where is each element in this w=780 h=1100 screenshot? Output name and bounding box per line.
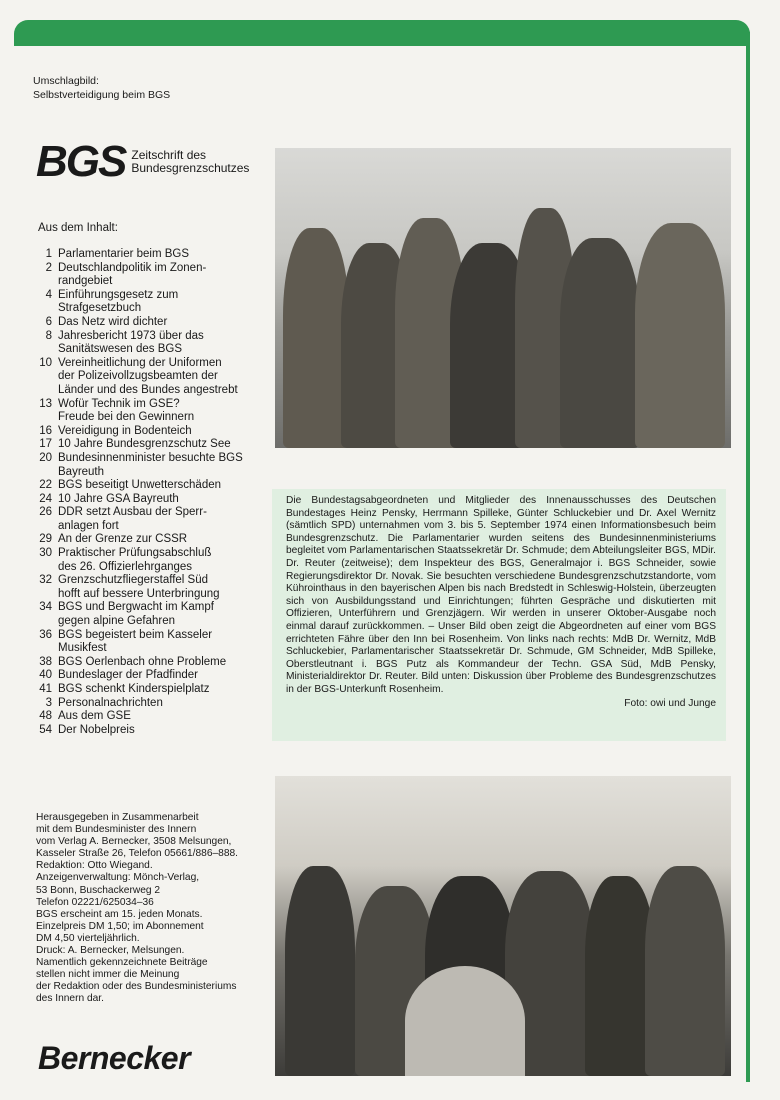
imprint	[36, 812, 261, 1006]
contents-heading: Aus dem Inhalt:	[38, 222, 118, 234]
toc-title: BGS Oerlenbach ohne Probleme	[58, 655, 227, 668]
toc-page-number: 41	[39, 683, 52, 695]
toc-page-number: 40	[39, 669, 52, 682]
toc-title: BGS schenkt Kinderspielplatz	[58, 683, 210, 695]
masthead-subtitle-line1: Zeitschrift des	[131, 148, 207, 162]
toc-page-number: 13	[39, 397, 52, 410]
toc-title: Bayreuth	[58, 465, 105, 478]
toc-page-number: 3	[45, 696, 52, 709]
masthead	[36, 137, 250, 186]
toc-page-number: 6	[45, 315, 52, 328]
toc-item	[30, 669, 275, 683]
toc-title: anlagen fort	[58, 519, 119, 532]
toc-page-number	[30, 520, 52, 534]
toc-item	[30, 724, 275, 738]
imprint-line: Kasseler Straße 26, Telefon 05661/886–888.	[36, 848, 239, 860]
toc-item	[30, 262, 275, 276]
toc-page-number	[30, 384, 52, 398]
toc-page-number: 30	[39, 547, 52, 560]
toc-item	[30, 615, 275, 629]
toc-page-number	[30, 411, 52, 425]
photo-politicians-on-ferry	[275, 148, 731, 448]
imprint-line: stellen nicht immer die Meinung	[36, 969, 180, 981]
photo-discussion-rosenheim	[275, 776, 731, 1076]
toc-title: Wofür Technik im GSE?	[58, 397, 180, 410]
toc-title: Personalnachrichten	[58, 696, 163, 709]
toc-item	[30, 466, 275, 480]
toc-title: Musikfest	[58, 642, 107, 655]
bgs-logo: BGS	[36, 137, 126, 186]
toc-title: Parlamentarier beim BGS	[58, 248, 190, 260]
imprint-line: Einzelpreis DM 1,50; im Abonnement	[36, 920, 204, 932]
toc-item	[30, 642, 275, 656]
toc-title: randgebiet	[58, 275, 113, 288]
cover-caption	[33, 74, 170, 102]
toc-title: Einführungsgesetz zum	[58, 288, 179, 301]
toc-page-number: 10	[39, 356, 52, 369]
toc-title: des 26. Offizierlehrganges	[58, 560, 193, 573]
toc-title: BGS beseitigt Unwetterschäden	[58, 479, 222, 492]
toc-title: hofft auf bessere Unterbringung	[58, 587, 220, 600]
toc-item	[30, 656, 275, 670]
imprint-line: 53 Bonn, Buschackerweg 2	[36, 884, 161, 896]
toc-item	[30, 697, 275, 711]
toc-page-number: 2	[45, 261, 52, 274]
imprint-line: BGS erscheint am 15. jeden Monats.	[36, 908, 203, 920]
imprint-line: des Innern dar.	[36, 993, 104, 1005]
toc-item	[30, 275, 275, 289]
toc-item	[30, 601, 275, 615]
toc-item	[30, 316, 275, 330]
toc-page-number: 17	[39, 438, 52, 451]
cover-caption-text: Selbstverteidigung beim BGS	[33, 89, 171, 101]
toc-title: Länder und des Bundes angestrebt	[58, 383, 238, 396]
toc-title: Bundeslager der Pfadfinder	[58, 669, 199, 682]
toc-page-number: 38	[39, 655, 52, 668]
toc-item	[30, 561, 275, 575]
toc-item	[30, 425, 275, 439]
toc-page-number: 36	[39, 628, 52, 641]
toc-page-number	[30, 302, 52, 316]
toc-page-number: 48	[39, 710, 52, 723]
imprint-line: Redaktion: Otto Wiegand.	[36, 860, 153, 872]
toc-item	[30, 289, 275, 303]
toc-title: 10 Jahre Bundesgrenzschutz See	[58, 438, 231, 451]
toc-title: Der Nobelpreis	[58, 723, 135, 736]
toc-page-number	[30, 466, 52, 480]
toc-page-number: 1	[45, 248, 52, 260]
cover-caption-label: Umschlagbild:	[33, 75, 99, 87]
toc-item	[30, 411, 275, 425]
toc-item	[30, 683, 275, 697]
toc-page-number: 22	[39, 479, 52, 492]
photo-caption-text: Die Bundestagsabgeordneten und Mitglieder des Innenausschusses des Deutschen Bundestages Heinz Pensky, Herrmann Spilleke, Günter Schluckebier und Dr. Axel Wernitz (sämtlich SPD) unternahmen vom 3. bis 5. September 1974 einen Informationsbesuch beim Bundesgrenzschutz. Die Parlamentarier wurden seitens des Bundesinnenministeriums begleitet vom Parlamentarischen Staatssekretär Dr. Schmude; dem Abteilungsleiter BGS, MDir. Dr. Reuter (zeitweise); dem Inspekteur des BGS, Generalmajor i. BGS Schneider, sowie Regierungsdirektor Dr. Novak. Sie besuchten verschiedene Bundesgrenzschutzstandorte, vom Kührointhaus in den bayerischen Alpen bis nach Bredstedt in Schleswig-Holstein, überzeugten sich von Ausbildungsstand und Einrichtungen; führten Gespräche und diskutierten mit Offizieren, Unterführern und Grenzjägern. Wir werden in unserer Oktober-Ausgabe noch einmal darauf zurückkommen. – Unser Bild oben zeigt die Abgeordneten auf einer vom BGS errichteten Fähre über den Inn bei Rosenheim. Von links nach rechts: MdB Dr. Wernitz, MdB Schluckebier, Parlamentarischer Staatssekretär Dr. Schmude, GM Schneider, MdB Spilleke, Oberstleutnant i. BGS Putz als Kommandeur der Techn. GSA Süd, MdB Pensky, Ministerialdirektor Dr. Reuter. Bild unten: Diskussion über Probleme des Bundesgrenzschutzes in der BGS-Unterkunft Rosenheim.	[286, 495, 716, 695]
toc-item	[30, 398, 275, 412]
toc-item	[30, 370, 275, 384]
toc-page-number: 32	[39, 574, 52, 587]
imprint-line: Namentlich gekennzeichnete Beiträge	[36, 957, 208, 969]
toc-item	[30, 547, 275, 561]
toc-page-number: 20	[39, 451, 52, 464]
toc-title: Grenzschutzfliegerstaffel Süd	[58, 574, 209, 587]
imprint-line: Druck: A. Bernecker, Melsungen.	[36, 945, 185, 957]
masthead-subtitle	[131, 149, 249, 175]
imprint-line: vom Verlag A. Bernecker, 3508 Melsungen,	[36, 836, 232, 848]
toc-page-number	[30, 588, 52, 602]
toc-item	[30, 629, 275, 643]
toc-page-number	[30, 561, 52, 575]
top-green-frame	[14, 20, 750, 46]
toc-title: Das Netz wird dichter	[58, 315, 168, 328]
toc-item	[30, 343, 275, 357]
toc-item	[30, 452, 275, 466]
toc-item	[30, 479, 275, 493]
toc-title: der Polizeivollzugsbeamten der	[58, 370, 218, 383]
toc-title: An der Grenze zur CSSR	[58, 533, 188, 546]
toc-item	[30, 357, 275, 371]
toc-title: Vereinheitlichung der Uniformen	[58, 356, 222, 369]
photo-credit: Foto: owi und Junge	[624, 697, 716, 709]
toc-title: Praktischer Prüfungsabschluß	[58, 547, 212, 560]
toc-title: Vereidigung in Bodenteich	[58, 424, 192, 437]
right-green-frame	[746, 32, 750, 1082]
toc-page-number	[30, 343, 52, 357]
toc-title: BGS begeistert beim Kasseler	[58, 628, 213, 641]
toc-page-number: 24	[39, 492, 52, 505]
toc-page-number: 54	[39, 723, 52, 736]
toc-item	[30, 330, 275, 344]
toc-page-number: 26	[39, 506, 52, 519]
toc-item	[30, 302, 275, 316]
toc-title: gegen alpine Gefahren	[58, 615, 176, 628]
toc-page-number: 8	[45, 329, 52, 342]
toc-item	[30, 438, 275, 452]
toc-item	[30, 384, 275, 398]
toc-title: Jahresbericht 1973 über das	[58, 329, 204, 342]
imprint-line: Telefon 02221/625034–36	[36, 896, 154, 908]
toc-page-number: 29	[39, 533, 52, 546]
toc-item	[30, 588, 275, 602]
toc-title: DDR setzt Ausbau der Sperr-	[58, 506, 207, 519]
imprint-line: der Redaktion oder des Bundesministeriums	[36, 981, 237, 993]
publisher-logo: Bernecker	[38, 1040, 191, 1076]
toc-title: Strafgesetzbuch	[58, 302, 142, 315]
toc-title: Aus dem GSE	[58, 710, 131, 723]
toc-item	[30, 520, 275, 534]
toc-title: Deutschlandpolitik im Zonen-	[58, 261, 207, 274]
toc-item	[30, 710, 275, 724]
toc-page-number	[30, 370, 52, 384]
toc-item	[30, 506, 275, 520]
toc-title: 10 Jahre GSA Bayreuth	[58, 492, 179, 505]
toc-title: Freude bei den Gewinnern	[58, 411, 195, 424]
toc-page-number	[30, 642, 52, 656]
toc-page-number: 16	[39, 424, 52, 437]
toc-item	[30, 574, 275, 588]
imprint-line: DM 4,50 vierteljährlich.	[36, 932, 140, 944]
toc-title: Bundesinnenminister besuchte BGS	[58, 451, 243, 464]
imprint-line: Anzeigenverwaltung: Mönch-Verlag,	[36, 872, 200, 884]
imprint-line: Herausgegeben in Zusammenarbeit	[36, 812, 199, 823]
masthead-subtitle-line2: Bundesgrenzschutzes	[131, 161, 250, 175]
toc-page-number	[30, 615, 52, 629]
table-of-contents	[30, 248, 275, 737]
imprint-line: mit dem Bundesminister des Innern	[36, 824, 197, 836]
toc-item	[30, 248, 275, 262]
photo-caption	[272, 489, 726, 741]
toc-item	[30, 493, 275, 507]
toc-page-number: 4	[45, 288, 52, 301]
toc-page-number	[30, 275, 52, 289]
toc-title: Sanitätswesen des BGS	[58, 343, 183, 356]
toc-page-number: 34	[39, 601, 52, 614]
toc-item	[30, 533, 275, 547]
toc-title: BGS und Bergwacht im Kampf	[58, 601, 214, 614]
